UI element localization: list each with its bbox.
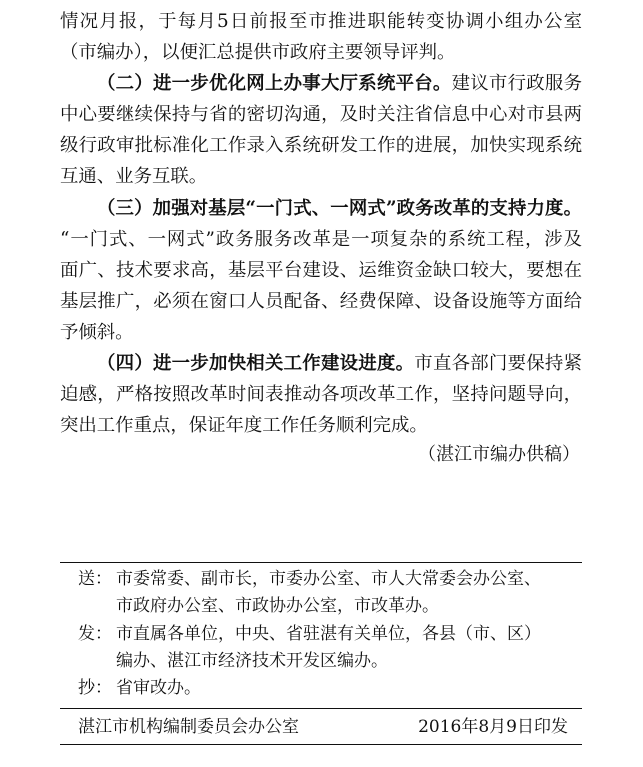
issuer: 湛江市机构编制委员会办公室	[78, 717, 299, 737]
distribution-list	[78, 566, 578, 702]
body-line: 级行政审批标准化工作录入系统研发工作的进展，加快实现系统	[60, 135, 582, 157]
body-line: “一门式、一网式”政务服务改革是一项复杂的系统工程，涉及	[60, 228, 582, 250]
send-row	[78, 566, 578, 593]
send-recipients: 市委常委、副市长，市委办公室、市人大常委会办公室、	[116, 569, 541, 589]
source-attribution: （湛江市编办供稿）	[418, 444, 580, 465]
body-line: 情况月报，于每月5日前报至市推进职能转变协调小组办公室	[60, 11, 582, 32]
body-line: 互通、业务互联。	[60, 166, 208, 188]
section-heading-bold: （三）加强对基层“一门式、一网式”政务改革的支持力度。	[97, 197, 582, 219]
body-line: 面广、技术要求高，基层平台建设、运维资金缺口较大，要想在	[60, 259, 582, 281]
issue-date: 2016年8月9日印发	[418, 717, 568, 737]
body-line: 中心要继续保持与省的密切沟通，及时关注省信息中心对市县两	[60, 104, 582, 126]
issue-recipients: 市直属各单位，中央、省驻湛有关单位，各县（市、区）	[116, 623, 541, 644]
section-heading-bold: （二）进一步优化网上办事大厅系统平台。	[97, 73, 452, 95]
body-line: （市编办），以便汇总提供市政府主要领导评判。	[60, 42, 456, 64]
copy-row	[78, 675, 578, 702]
issue-row-cont	[78, 648, 578, 675]
section-heading-2: （二）进一步优化网上办事大厅系统平台。建议市行政服务	[97, 73, 582, 95]
section-heading-3	[60, 193, 582, 224]
footer	[78, 712, 568, 737]
divider-bottom	[60, 744, 582, 745]
issue-row	[78, 621, 578, 648]
body-text	[60, 6, 582, 441]
send-recipients-cont: 市政府办公室、市政协办公室，市改革办。	[116, 596, 439, 617]
issue-recipients-cont: 编办、湛江市经济技术开发区编办。	[116, 650, 388, 671]
body-line: 基层推广，必须在窗口人员配备、经费保障、设备设施等方面给	[60, 290, 582, 312]
section-heading-4: （四）进一步加快相关工作建设进度。市直各部门要保持紧	[97, 353, 582, 375]
section-heading-bold: （四）进一步加快相关工作建设进度。	[97, 353, 415, 375]
copy-recipients: 省审改办。	[116, 678, 201, 699]
send-row-cont	[78, 593, 578, 620]
divider-middle	[60, 708, 582, 709]
body-line: 迫感，严格按照改革时间表推动各项改革工作，坚持问题导向，	[60, 384, 582, 406]
body-line: 突出工作重点，保证年度工作任务顺利完成。	[60, 415, 428, 437]
copy-label: 抄：	[78, 678, 112, 699]
issue-label: 发：	[78, 623, 112, 644]
send-label: 送：	[78, 569, 112, 589]
divider-top	[60, 562, 582, 563]
body-line: 予倾斜。	[60, 321, 134, 343]
